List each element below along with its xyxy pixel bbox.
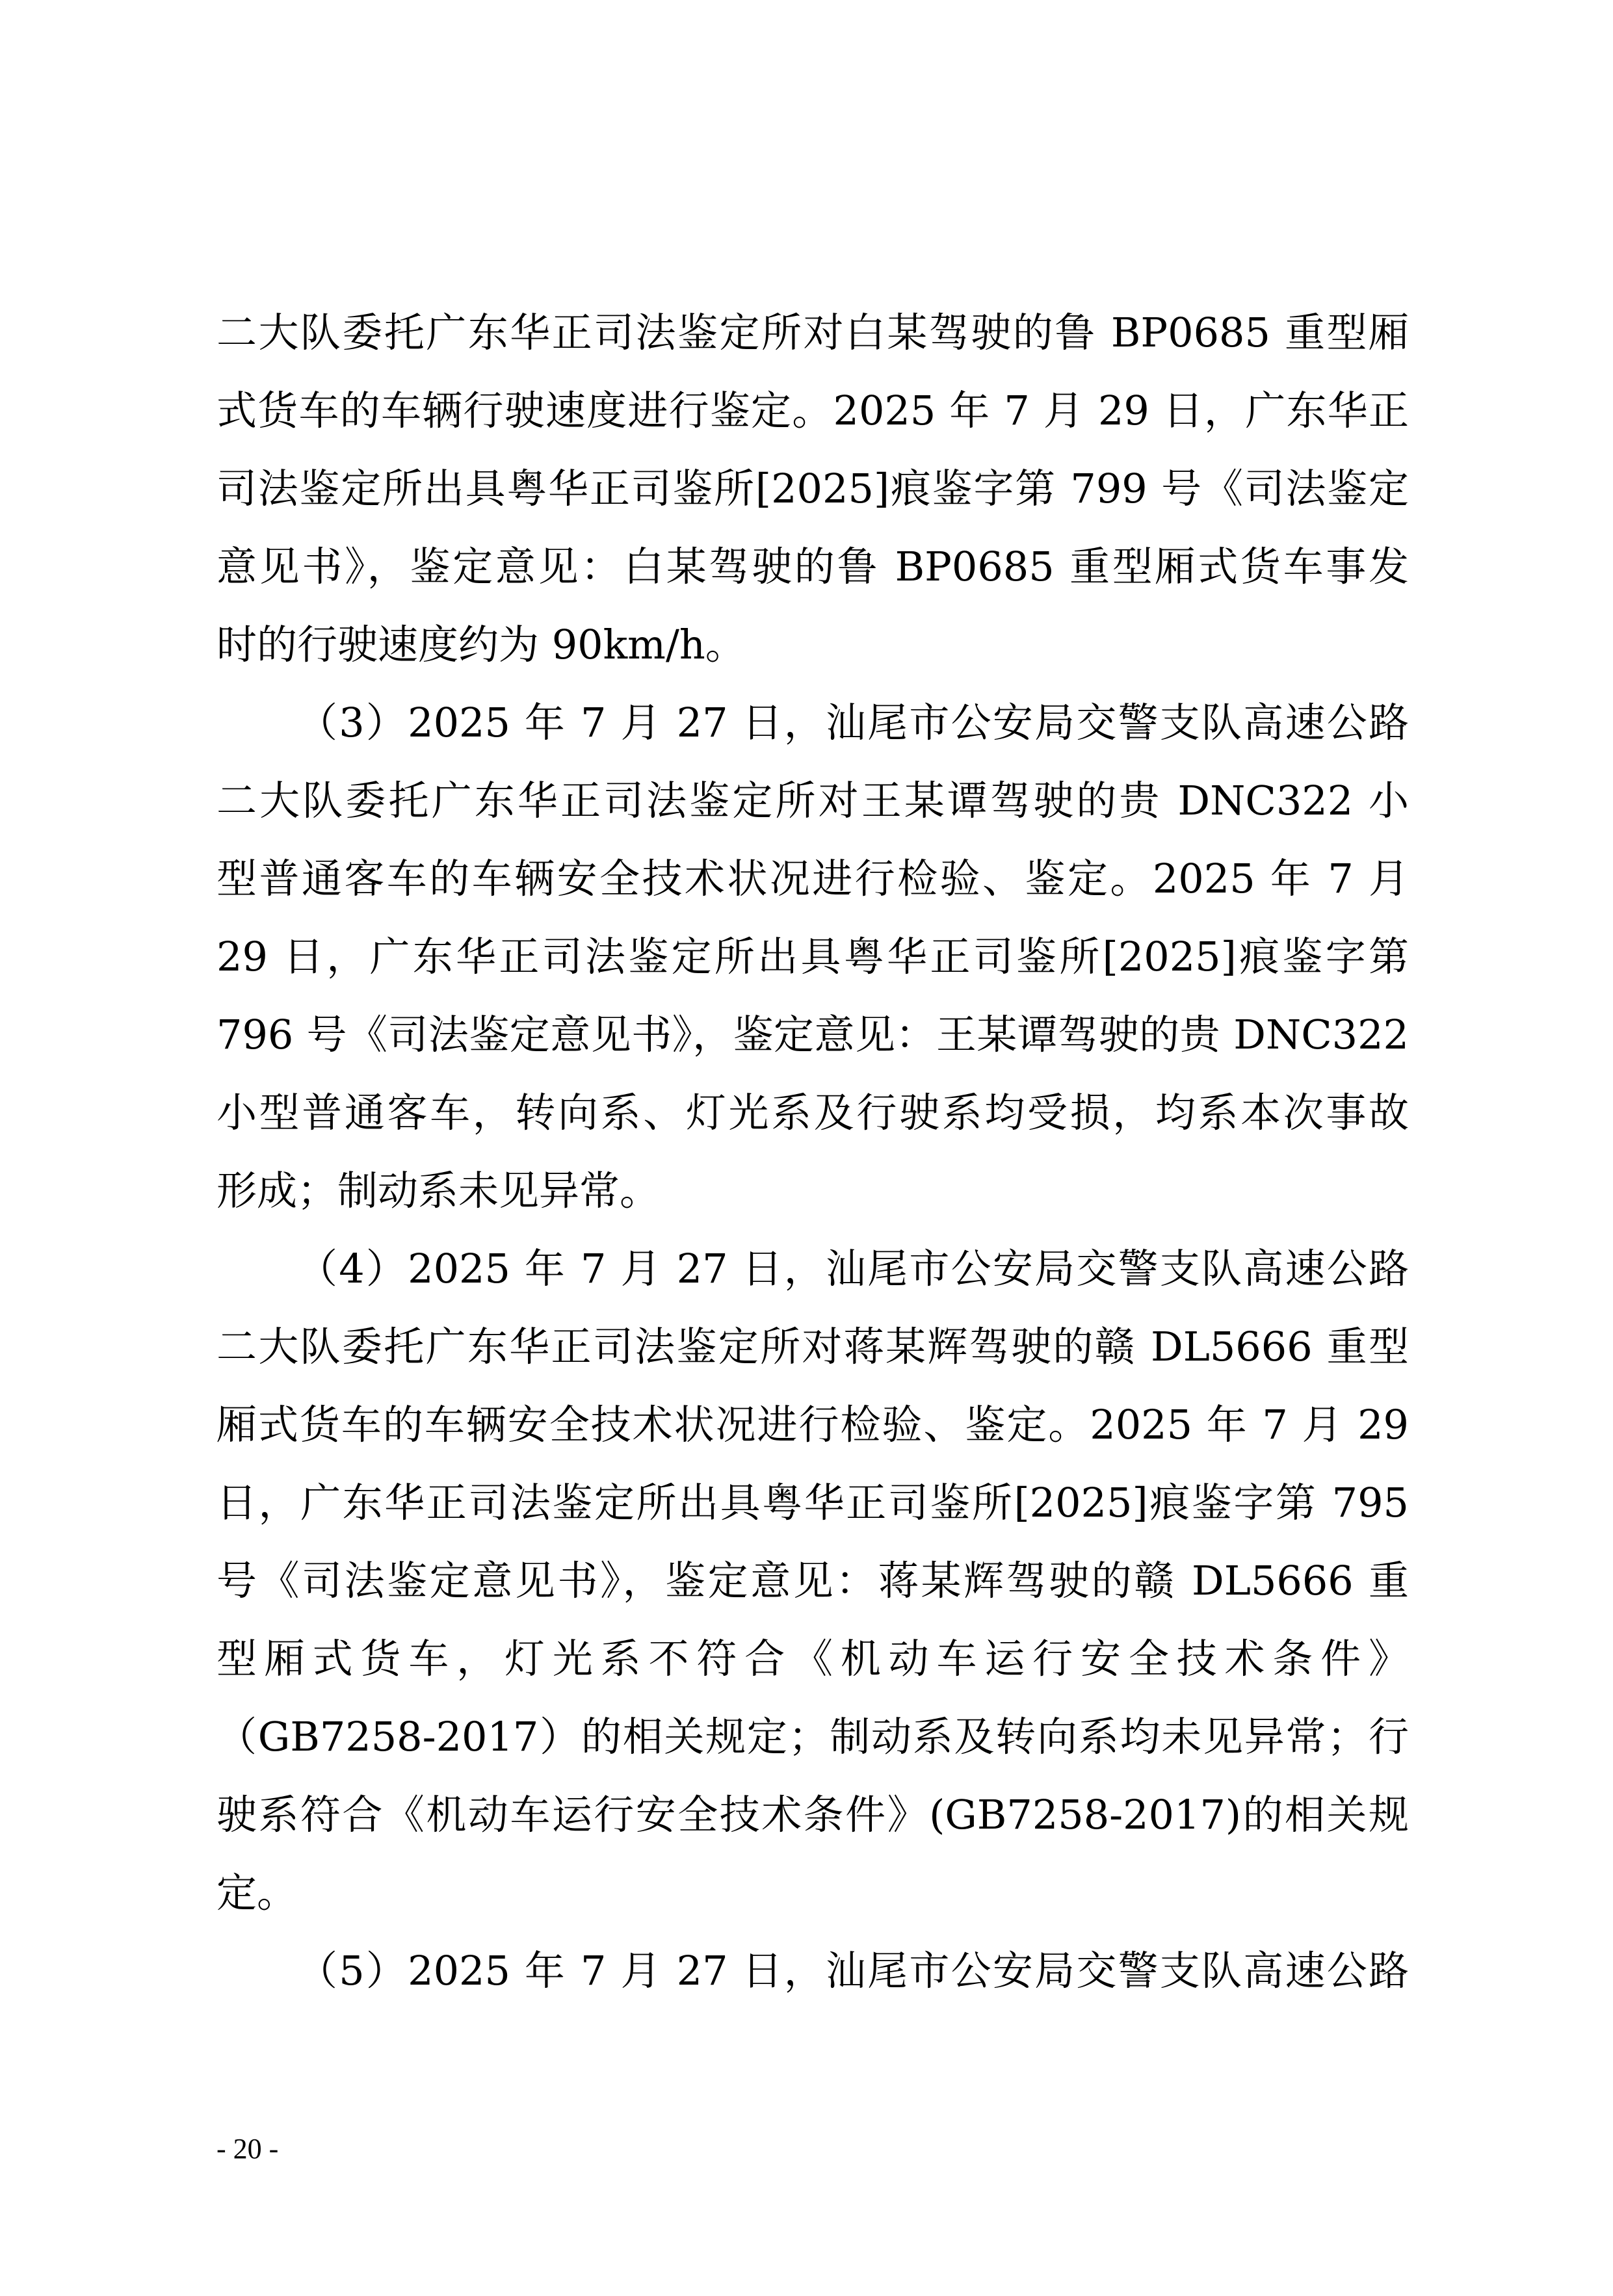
text-line: 形成；制动系未见异常。 [216,1167,661,1214]
text-line: 二大队委托广东华正司法鉴定所对蒋某辉驾驶的赣 DL5666 重型 [216,1323,1409,1370]
text-line: 式货车的车辆行驶速度进行鉴定。2025 年 7 月 29 日，广东华正 [216,387,1409,434]
text-line: 日，广东华正司法鉴定所出具粤华正司鉴所[2025]痕鉴字第 795 [216,1479,1409,1526]
text-line: 型普通客车的车辆安全技术状况进行检验、鉴定。2025 年 7 月 [216,855,1409,902]
text-line: 厢式货车的车辆安全技术状况进行检验、鉴定。2025 年 7 月 29 [216,1401,1409,1448]
text-line: 司法鉴定所出具粤华正司鉴所[2025]痕鉴字第 799 号《司法鉴定 [216,465,1409,512]
text-line: 796 号《司法鉴定意见书》，鉴定意见：王某谭驾驶的贵 DNC322 [216,1011,1409,1058]
text-line: （GB7258-2017）的相关规定；制动系及转向系均未见异常；行 [216,1713,1409,1760]
text-line: 29 日，广东华正司法鉴定所出具粤华正司鉴所[2025]痕鉴字第 [216,933,1409,980]
body-text [216,294,1409,2010]
text-line: （5）2025 年 7 月 27 日，汕尾市公安局交警支队高速公路 [297,1947,1409,1994]
text-line: 定。 [216,1869,298,1916]
paragraph-5 [216,1932,1409,2010]
text-line: （3）2025 年 7 月 27 日，汕尾市公安局交警支队高速公路 [297,699,1409,746]
text-line: 小型普通客车，转向系、灯光系及行驶系均受损，均系本次事故 [216,1089,1409,1136]
text-line: 二大队委托广东华正司法鉴定所对白某驾驶的鲁 BP0685 重型厢 [216,309,1409,356]
text-line: （4）2025 年 7 月 27 日，汕尾市公安局交警支队高速公路 [297,1245,1409,1292]
text-line: 二大队委托广东华正司法鉴定所对王某谭驾驶的贵 DNC322 小 [216,777,1409,824]
paragraph-2-continued [216,294,1409,684]
text-line: 时的行驶速度约为 90km/h。 [216,621,746,668]
text-line: 意见书》，鉴定意见：白某驾驶的鲁 BP0685 重型厢式货车事发 [216,543,1409,590]
text-line: 号《司法鉴定意见书》，鉴定意见：蒋某辉驾驶的赣 DL5666 重 [216,1557,1409,1604]
paragraph-3 [216,684,1409,1230]
text-line: 驶系符合《机动车运行安全技术条件》(GB7258-2017)的相关规 [216,1791,1409,1838]
page-number: - 20 - [216,2133,279,2165]
paragraph-4 [216,1230,1409,1932]
text-line: 型厢式货车，灯光系不符合《机动车运行安全技术条件》 [216,1635,1409,1682]
